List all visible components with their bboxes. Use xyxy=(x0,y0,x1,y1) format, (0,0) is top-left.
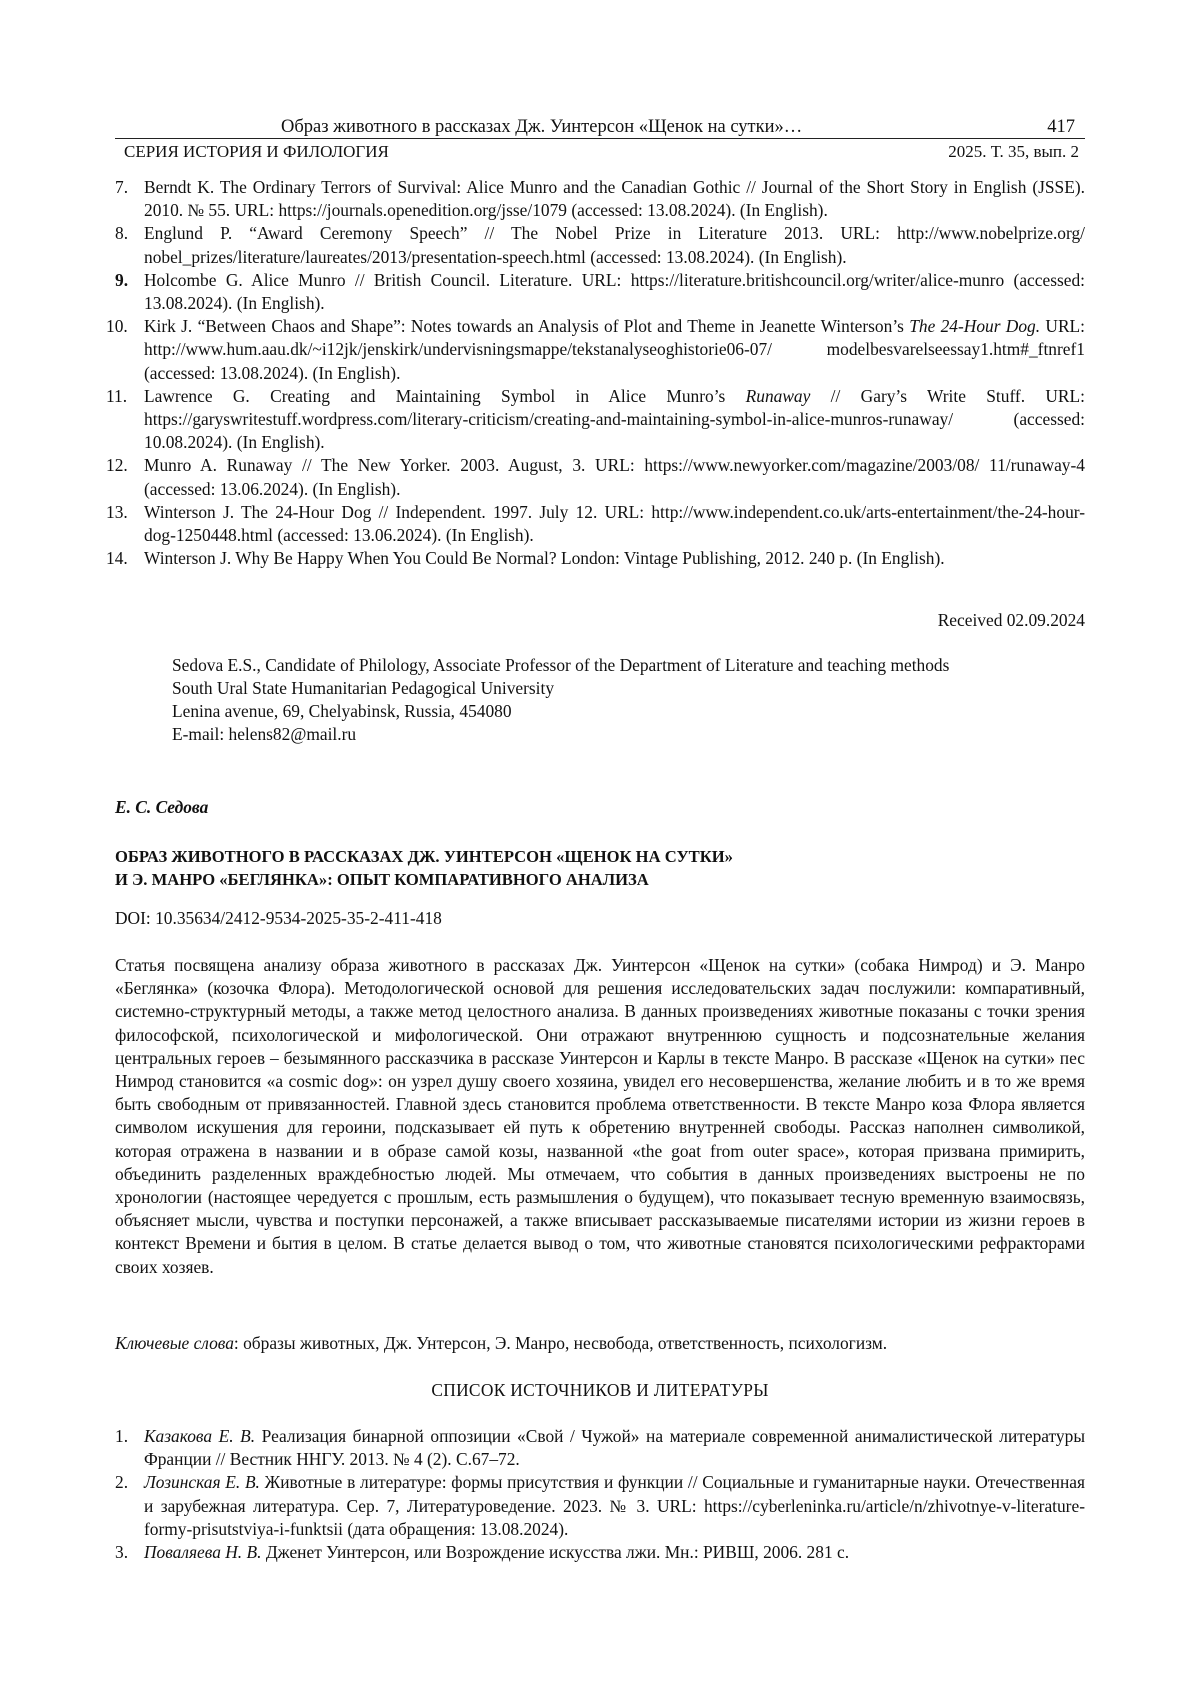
reference-item: 1. Казакова Е. В. Реализация бинарной оппозиции «Свой / Чужой» на материале современной анималистической литературы Франции // Вестник ННГУ. 2013. № 4 (2). С.67–72. xyxy=(115,1425,1085,1471)
reference-item: 10. Kirk J. “Between Chaos and Shape”: Notes towards an Analysis of Plot and Theme in Jeanette Winterson’s The 24-Hour Dog. URL: http://www.hum.aau.dk/~i12jk/jenskirk/undervisningsmappe/tekstanalyseoghistorie06-07/ modelbesvarelseessay1.htm#_ftnref1 (accessed: 13.08.2024). (In English). xyxy=(115,315,1085,385)
running-header xyxy=(115,114,1085,139)
ru-author: Е. С. Седова xyxy=(115,797,1085,818)
ru-article-title: ОБРАЗ ЖИВОТНОГО В РАССКАЗАХ ДЖ. УИНТЕРСОН «ЩЕНОК НА СУТКИ» И Э. МАНРО «БЕГЛЯНКА»: ОПЫТ КОМПАРАТИВНОГО АНАЛИЗА xyxy=(115,845,1085,891)
series-name: СЕРИЯ ИСТОРИЯ И ФИЛОЛОГИЯ xyxy=(124,141,389,163)
keywords: Ключевые слова: образы животных, Дж. Унтерсон, Э. Манро, несвобода, ответственность, психологизм. xyxy=(115,1332,1085,1355)
sources-heading: СПИСОК ИСТОЧНИКОВ И ЛИТЕРАТУРЫ xyxy=(115,1379,1085,1402)
reference-item: 9. Holcombe G. Alice Munro // British Council. Literature. URL: https://literature.britishcouncil.org/writer/alice-munro (accessed: 13.08.2024). (In English). xyxy=(115,269,1085,315)
references-en xyxy=(115,176,1085,570)
abstract: Статья посвящена анализу образа животного в рассказах Дж. Уинтерсон «Щенок на сутки» (собака Нимрод) и Э. Манро «Беглянка» (козочка Флора). Методологической основой для решения исследовательских задач послужили: компаративный, системно-структурный методы, а также метод целостного анализа. В данных произведениях животные показаны с точки зрения философской, психологической и мифологической. Они отражают внутреннюю сущность и подсознательные желания центральных героев – безымянного рассказчика в рассказе Уинтерсон и Карлы в тексте Манро. В рассказе «Щенок на сутки» пес Нимрод становится «а cosmic dog»: он узрел душу своего хозяина, увидел его несовершенства, желание любить и в то же время быть свободным от привязанностей. Главной здесь становится проблема ответственности. В тексте Манро коза Флора является символом искушения для героини, подсказывает ей путь к обретению внутренней свободы. Рассказ наполнен символикой, которая отражена в названии и в образе самой козы, названной «the goat from outer space», которая призвана примирить, объединить разделенных враждебностью людей. Мы отмечаем, что события в данных произведениях выстроены не по хронологии (настоящее чередуется с прошлым, есть размышления о будущем), что показывает тесную временную взаимосвязь, объясняет мысли, чувства и поступки персонажей, а также вписывает рассказываемые писателями истории из жизни героев в контекст Времени и бытия в целом. В статье делается вывод о том, что животные становятся психологическими рефракторами своих хозяев. xyxy=(115,954,1085,1279)
doi: DOI: 10.35634/2412-9534-2025-35-2-411-418 xyxy=(115,907,1085,930)
volume-info: 2025. Т. 35, вып. 2 xyxy=(948,141,1079,163)
running-title: Образ животного в рассказах Дж. Уинтерсон «Щенок на сутки»… xyxy=(281,116,802,138)
reference-item: 7. Berndt K. The Ordinary Terrors of Survival: Alice Munro and the Canadian Gothic // Journal of the Short Story in English (JSSE). 2010. № 55. URL: https://journals.openedition.org/jsse/1079 (accessed: 13.08.2024). (In English). xyxy=(115,176,1085,222)
author-affiliation: Sedova E.S., Candidate of Philology, Associate Professor of the Department of Literature and teaching methods South Ural State Humanitarian Pedagogical University Lenina avenue, 69, Chelyabinsk, Russia, 454080 E-mail: helens82@mail.ru xyxy=(115,654,1142,746)
reference-item: 13. Winterson J. The 24-Hour Dog // Independent. 1997. July 12. URL: http://www.independent.co.uk/arts-entertainment/the-24-hour-dog-1250448.html (accessed: 13.06.2024). (In English). xyxy=(115,501,1085,547)
reference-item: 12. Munro A. Runaway // The New Yorker. 2003. August, 3. URL: https://www.newyorker.com/magazine/2003/08/ 11/runaway-4 (accessed: 13.06.2024). (In English). xyxy=(115,454,1085,500)
page-number: 417 xyxy=(1047,116,1075,138)
references-ru xyxy=(115,1425,1085,1564)
reference-item: 14. Winterson J. Why Be Happy When You Could Be Normal? London: Vintage Publishing, 2012. 240 p. (In English). xyxy=(115,547,1085,570)
reference-item: 11. Lawrence G. Creating and Maintaining Symbol in Alice Munro’s Runaway // Gary’s Write Stuff. URL: https://garyswritestuff.wordpress.com/literary-criticism/creating-and-maintaining-symbol-in-alice-munros-runaway/ (accessed: 10.08.2024). (In English). xyxy=(115,385,1085,455)
journal-page xyxy=(0,0,1200,1698)
received-date: Received 02.09.2024 xyxy=(115,609,1085,632)
reference-item: 2. Лозинская Е. В. Животные в литературе: формы присутствия и функции // Социальные и гуманитарные науки. Отечественная и зарубежная литература. Сер. 7, Литературоведение. 2023. № 3. URL: https://cyberleninka.ru/article/n/zhivotnye-v-literature-formy-prisutstviya-i-funktsii (дата обращения: 13.08.2024). xyxy=(115,1471,1085,1541)
reference-item: 8. Englund P. “Award Ceremony Speech” // The Nobel Prize in Literature 2013. URL: http://www.nobelprize.org/ nobel_prizes/literature/laureates/2013/presentation-speech.html (accessed: 13.08.2024). (In English). xyxy=(115,222,1085,268)
reference-item: 3. Поваляева Н. В. Дженет Уинтерсон, или Возрождение искусства лжи. Мн.: РИВШ, 2006. 281 с. xyxy=(115,1541,1085,1564)
